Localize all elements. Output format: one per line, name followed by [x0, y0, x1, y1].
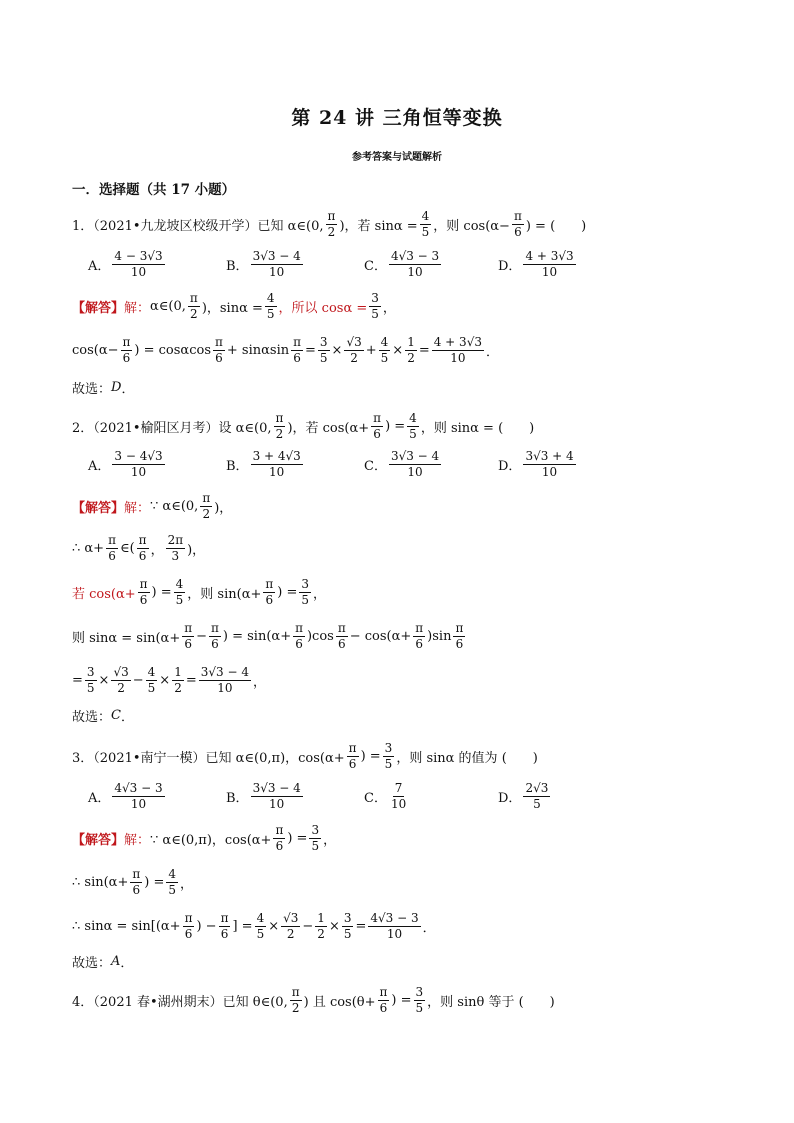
- q3-solution-line-1: 【解答】 解： ∵ α∈(0,π)，cos(α+ $\frac{\pi}{6}$ ) = $\frac{3}{5}$ ，: [72, 823, 337, 853]
- q2-option-d: D． $\frac{3√3 + 4}{10}$: [498, 449, 574, 479]
- q3-choice: 故选： A ．: [72, 954, 134, 971]
- q3-solution-line-2: ∴ sin(α+ $\frac{\pi}{6}$ ) = $\frac{4}{5}$ ，: [72, 867, 194, 897]
- q3-option-a: A． $\frac{4√3 - 3}{10}$: [88, 781, 163, 811]
- q1-option-d: D． $\frac{4 + 3√3}{10}$: [498, 249, 574, 279]
- question-2-stem: 2．（2021•榆阳区月考）设 α∈(0, $\frac{\pi}{2}$ )，若 cos(α+ $\frac{\pi}{6}$ ) = $\frac{4}{5}$ ，则 sinα = ( ): [72, 411, 535, 441]
- q1-option-c: C． $\frac{4√3 - 3}{10}$: [364, 249, 440, 279]
- q3-option-b: B． $\frac{3√3 - 4}{10}$: [226, 781, 301, 811]
- q1-solution-line-2: cos(α− $\frac{\pi}{6}$ ) = cosαcos $\frac{\pi}{6}$ + sinαsin $\frac{\pi}{6}$ = $\frac{3}{5}$ × $\frac{√3}{2}$ + $\frac{4}{5}$ × $\frac{1}{2}$ = $\frac{4 + 3√3}{10}$ ．: [72, 335, 499, 365]
- q1-option-a: A． $\frac{4 - 3√3}{10}$: [88, 249, 163, 279]
- page-subtitle: 参考答案与试题解析: [352, 152, 442, 163]
- q2-solution-line-1: 【解答】 解： ∵ α∈(0, $\frac{\pi}{2}$ )，: [72, 491, 233, 521]
- q2-option-a: A． $\frac{3 - 4√3}{10}$: [88, 449, 163, 479]
- question-3-stem: 3．（2021•南宁一模）已知 α∈(0,π)，cos(α+ $\frac{\pi}{6}$ ) = $\frac{3}{5}$ ，则 sinα 的值为 ( ): [72, 741, 538, 771]
- q1-choice: 故选： D ．: [72, 380, 135, 397]
- section-heading: 一．选择题（共 17 小题）: [72, 182, 236, 198]
- q2-option-c: C． $\frac{3√3 - 4}{10}$: [364, 449, 440, 479]
- q3-solution-line-3: ∴ sinα = sin[(α+ $\frac{\pi}{6}$ ) − $\frac{\pi}{6}$ ] = $\frac{4}{5}$ × $\frac{√3}{2}$ − $\frac{1}{2}$ × $\frac{3}{5}$ = $\frac{4√3 - 3}{10}$ ．: [72, 911, 436, 941]
- q2-solution-line-3: 若 cos(α+ $\frac{\pi}{6}$ ) = $\frac{4}{5}$ ，则 sin(α+ $\frac{\pi}{6}$ ) = $\frac{3}{5}$ ，: [72, 577, 327, 607]
- question-4-stem: 4．（2021 春•湖州期末）已知 θ∈(0, $\frac{\pi}{2}$ ) 且 cos(θ+ $\frac{\pi}{6}$ ) = $\frac{3}{5}$ ，则 sinθ 等于 ( ): [72, 985, 555, 1015]
- q1-option-b: B． $\frac{3√3 - 4}{10}$: [226, 249, 301, 279]
- q3-option-c: C． $\frac{7}{10}$: [364, 781, 407, 811]
- q1-solution-line-1: 【解答】 解： α∈(0, $\frac{\pi}{2}$ )，sinα = $\frac{4}{5}$ ，所以 cosα = $\frac{3}{5}$ ，: [72, 291, 396, 321]
- q2-solution-line-4: 则 sinα = sin(α+ $\frac{\pi}{6}$ − $\frac{\pi}{6}$ ) = sin(α+ $\frac{\pi}{6}$ )cos $\frac{\pi}{6}$ − cos(α+ $\frac{\pi}{6}$ )sin $\frac{\pi}{6}$: [72, 621, 464, 651]
- q2-solution-line-2: ∴ α+ $\frac{\pi}{6}$ ∈( $\frac{\pi}{6}$ ， $\frac{2\pi}{3}$ )，: [72, 533, 206, 563]
- page-title: 第 24 讲 三角恒等变换: [291, 107, 503, 129]
- q3-option-d: D． $\frac{2√3}{5}$: [498, 781, 549, 811]
- q2-option-b: B． $\frac{3 + 4√3}{10}$: [226, 449, 301, 479]
- q2-solution-line-5: = $\frac{3}{5}$ × $\frac{√3}{2}$ − $\frac{4}{5}$ × $\frac{1}{2}$ = $\frac{3√3 - 4}{10}$ ，: [72, 665, 266, 695]
- q2-choice: 故选： C ．: [72, 708, 134, 725]
- question-1-stem: 1．（2021•九龙坡区校级开学）已知 α∈(0, $\frac{\pi}{2}$ )，若 sinα = $\frac{4}{5}$ ，则 cos(α− $\frac{\pi}{6}$ ) = ( ): [72, 209, 587, 239]
